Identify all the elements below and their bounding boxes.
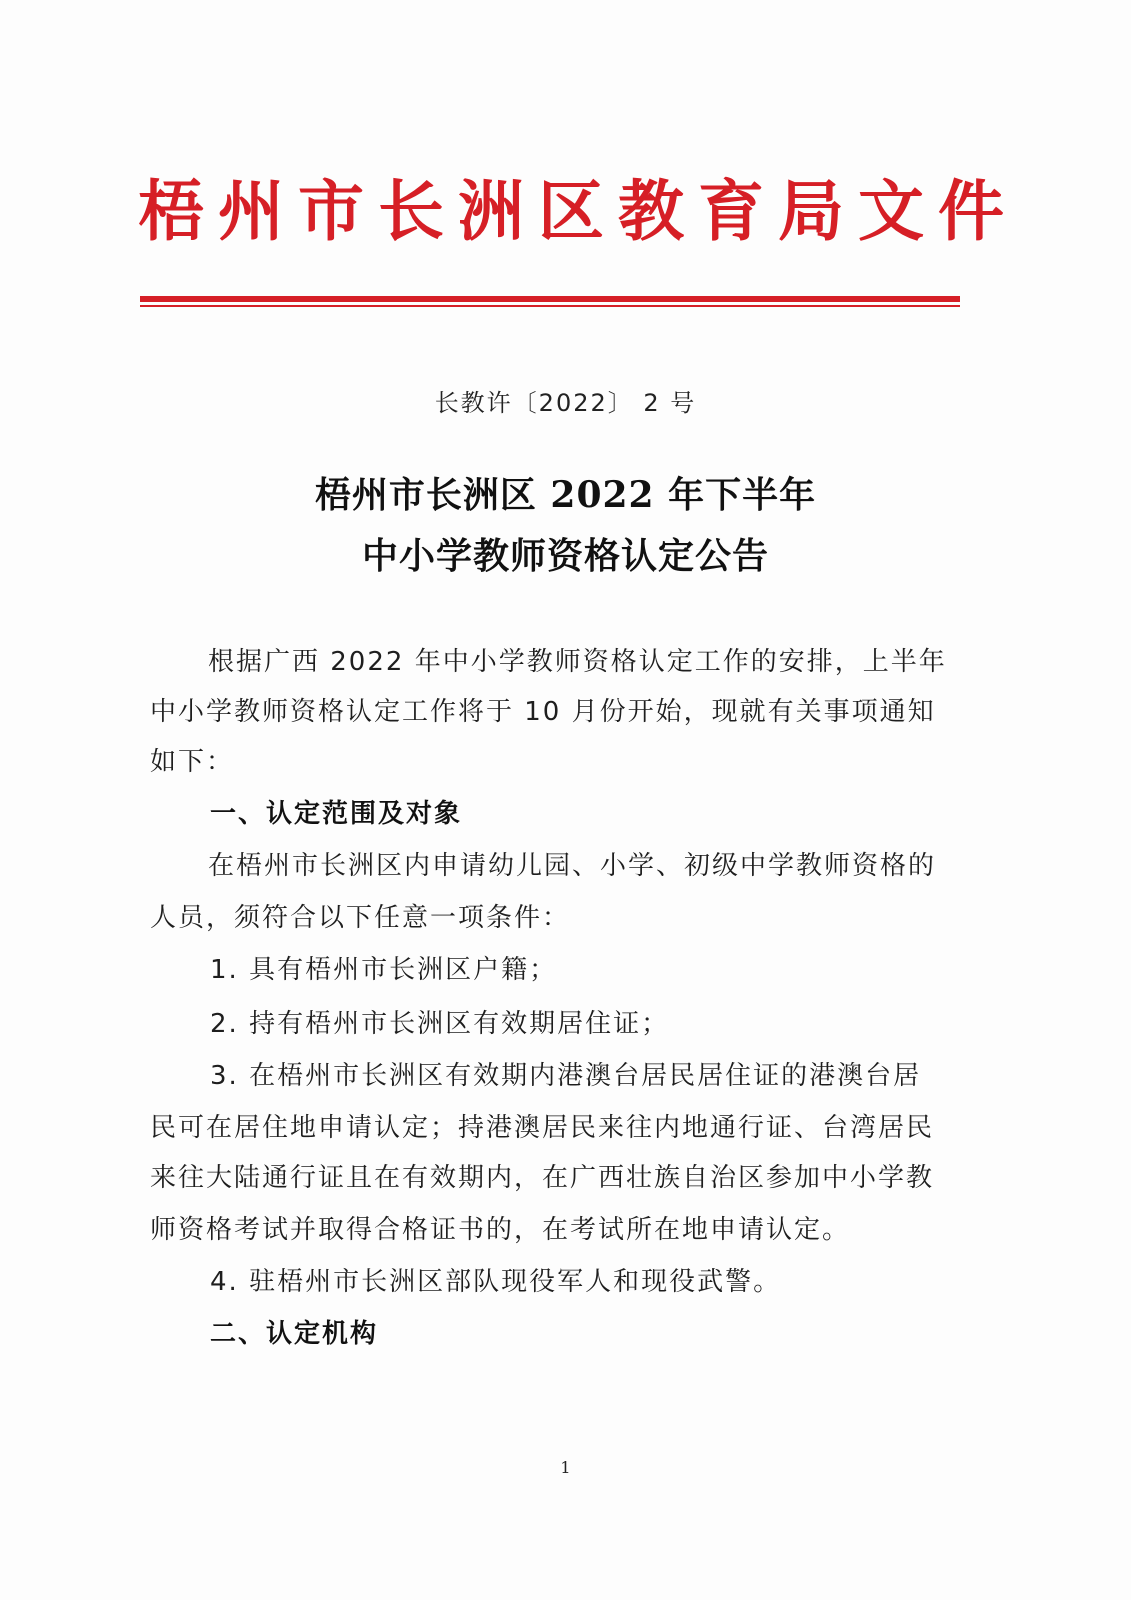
section-2-heading: 二、认定机构 (210, 1319, 379, 1349)
list-item-4: 4. 驻梧州市长洲区部队现役军人和现役武警。 (210, 1267, 782, 1297)
page-number: 1 (560, 1458, 571, 1477)
section-1-para-line-2: 人员，须符合以下任意一项条件： (150, 903, 571, 933)
letterhead-red-rule (140, 296, 960, 302)
document-number: 长教许〔2022〕 2 号 (434, 389, 697, 417)
letterhead-red-rule-thin (140, 305, 960, 307)
section-1-para-line-1: 在梧州市长洲区内申请幼儿园、小学、初级中学教师资格的 (208, 851, 937, 881)
list-item-3-line-3: 来往大陆通行证且在有效期内，在广西壮族自治区参加中小学教 (150, 1163, 935, 1193)
intro-line-3: 如下： (150, 747, 235, 777)
intro-line-2: 中小学教师资格认定工作将于 10 月份开始，现就有关事项通知 (150, 697, 936, 727)
list-item-2: 2. 持有梧州市长洲区有效期居住证； (210, 1009, 670, 1039)
list-item-3-line-1: 3. 在梧州市长洲区有效期内港澳台居民居住证的港澳台居 (210, 1061, 922, 1091)
list-item-3-line-4: 师资格考试并取得合格证书的，在考试所在地申请认定。 (150, 1215, 851, 1245)
document-title-line-1: 梧州市长洲区 2022 年下半年 (314, 474, 817, 516)
document-title-line-2: 中小学教师资格认定公告 (361, 535, 769, 577)
letterhead-title: 梧州市长洲区教育局文件 (138, 172, 1018, 250)
list-item-1: 1. 具有梧州市长洲区户籍； (210, 955, 558, 985)
intro-line-1: 根据广西 2022 年中小学教师资格认定工作的安排，上半年 (208, 647, 947, 677)
list-item-3-line-2: 民可在居住地申请认定；持港澳居民来往内地通行证、台湾居民 (150, 1113, 935, 1143)
section-1-heading: 一、认定范围及对象 (210, 799, 463, 829)
